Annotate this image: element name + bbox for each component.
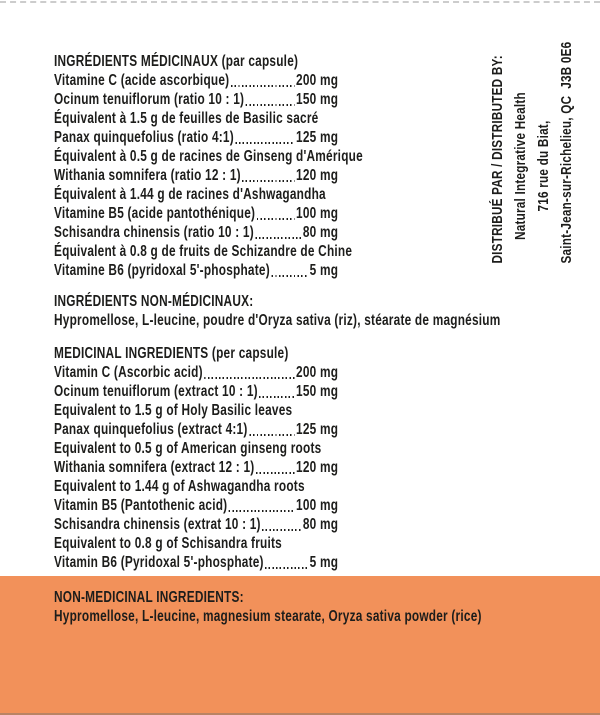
ingredient-name: Vitamine B5 (acide pantothénique) xyxy=(54,205,256,222)
dotted-leader xyxy=(255,237,301,239)
ingredients-panel xyxy=(54,52,542,572)
ingredient-row xyxy=(54,515,338,534)
ingredient-amount: 120 mg xyxy=(296,167,339,184)
ingredient-row xyxy=(54,496,338,515)
ingredient-amount: 80 mg xyxy=(302,224,339,241)
ingredient-name: Vitamine B6 (pyridoxal 5'-phosphate) xyxy=(54,262,270,279)
en-non-medicinal-text: Hypromellose, L-leucine, magnesium stearate, Oryza sativa powder (rice) xyxy=(54,608,482,625)
ingredient-row xyxy=(54,204,338,223)
ingredient-row xyxy=(54,223,338,242)
dotted-leader xyxy=(231,85,295,87)
distributor-line-2: Natural Integrative Health xyxy=(512,92,529,240)
equivalence-line: Equivalent to 1.44 g of Ashwagandha roots xyxy=(54,478,305,495)
ingredient-name: Withania somnifera (extract 12 : 1) xyxy=(54,459,255,476)
ingredient-amount: 150 mg xyxy=(296,383,339,400)
ingredient-row xyxy=(54,90,338,109)
equivalence-line: Équivalent à 0.8 g de fruits de Schizandre de Chine xyxy=(54,243,353,260)
fr-non-medicinal-section xyxy=(54,292,542,330)
ingredient-name: Schisandra chinensis (extrat 10 : 1) xyxy=(54,516,261,533)
ingredient-row xyxy=(54,128,338,147)
ingredient-name: Panax quinquefolius (ratio 4:1) xyxy=(54,129,234,146)
dotted-leader xyxy=(229,510,295,512)
ingredient-row xyxy=(54,71,338,90)
ingredient-amount: 120 mg xyxy=(296,459,339,476)
fr-medicinal-section xyxy=(54,52,542,280)
dotted-leader xyxy=(242,180,294,182)
ingredient-amount: 5 mg xyxy=(309,554,339,571)
dotted-leader xyxy=(257,218,295,220)
ingredient-name: Panax quinquefolius (extract 4:1) xyxy=(54,421,248,438)
ingredient-row xyxy=(54,166,338,185)
distributor-line-3: 716 rue du Biat, xyxy=(535,120,552,212)
dotted-leader xyxy=(235,142,294,144)
ingredient-amount: 5 mg xyxy=(309,262,339,279)
equivalence-line: Equivalent to 0.5 g of American ginseng roots xyxy=(54,440,322,457)
ingredient-amount: 125 mg xyxy=(296,129,339,146)
die-cut-line-top xyxy=(0,1,600,3)
ingredient-row xyxy=(54,458,338,477)
dotted-leader xyxy=(262,529,301,531)
ingredient-amount: 200 mg xyxy=(296,72,339,89)
dotted-leader xyxy=(265,567,308,569)
distributor-block xyxy=(486,41,578,291)
ingredient-name: Vitamin C (Ascorbic acid) xyxy=(54,364,203,381)
non-medicinal-band xyxy=(0,576,600,715)
ingredient-name: Ocinum tenuiflorum (ratio 10 : 1) xyxy=(54,91,245,108)
equivalence-line: Equivalent to 0.8 g of Schisandra fruits xyxy=(54,535,282,552)
equivalence-line: Equivalent to 1.5 g of Holy Basilic leaves xyxy=(54,402,293,419)
ingredient-name: Ocinum tenuiflorum (extract 10 : 1) xyxy=(54,383,258,400)
dotted-leader xyxy=(246,104,295,106)
distributor-line-4: Saint-Jean-sur-Richelieu, QC J3B 0E6 xyxy=(558,41,575,264)
fr-non-medicinal-text: Hypromellose, L-leucine, poudre d'Oryza sativa (riz), stéarate de magnésium xyxy=(54,312,501,329)
ingredient-amount: 125 mg xyxy=(296,421,339,438)
ingredient-amount: 80 mg xyxy=(302,516,339,533)
ingredient-amount: 150 mg xyxy=(296,91,339,108)
ingredient-row xyxy=(54,363,338,382)
ingredient-row xyxy=(54,553,338,572)
dotted-leader xyxy=(256,472,295,474)
distributor-text xyxy=(486,41,578,264)
ingredient-row xyxy=(54,382,338,401)
ingredient-amount: 100 mg xyxy=(296,205,339,222)
dotted-leader xyxy=(271,275,308,277)
ingredient-name: Vitamin B6 (Pyridoxal 5'-phosphate) xyxy=(54,554,264,571)
ingredient-name: Schisandra chinensis (ratio 10 : 1) xyxy=(54,224,254,241)
ingredient-amount: 100 mg xyxy=(296,497,339,514)
en-medicinal-header: MEDICINAL INGREDIENTS (per capsule) xyxy=(54,345,289,362)
dotted-leader xyxy=(249,434,295,436)
fr-medicinal-header: INGRÉDIENTS MÉDICINAUX (par capsule) xyxy=(54,53,299,70)
dotted-leader xyxy=(204,377,294,379)
dotted-leader xyxy=(259,396,294,398)
en-non-medicinal-header: NON-MEDICINAL INGREDIENTS: xyxy=(54,589,244,606)
ingredient-name: Vitamine C (acide ascorbique) xyxy=(54,72,230,89)
ingredient-row xyxy=(54,420,338,439)
ingredient-name: Withania somnifera (ratio 12 : 1) xyxy=(54,167,241,184)
ingredient-amount: 200 mg xyxy=(296,364,339,381)
en-medicinal-rows xyxy=(54,363,542,572)
distributor-line-1: DISTRIBUÉ PAR / DISTRIBUTED BY: xyxy=(489,55,506,264)
en-medicinal-section xyxy=(54,344,542,572)
en-non-medicinal-section xyxy=(54,588,572,626)
equivalence-line: Équivalent à 0.5 g de racines de Ginseng d'Amérique xyxy=(54,148,363,165)
equivalence-line: Équivalent à 1.44 g de racines d'Ashwagandha xyxy=(54,186,326,203)
equivalence-line: Équivalent à 1.5 g de feuilles de Basilic sacré xyxy=(54,110,319,127)
fr-non-medicinal-header: INGRÉDIENTS NON-MÉDICINAUX: xyxy=(54,293,254,310)
ingredient-name: Vitamin B5 (Pantothenic acid) xyxy=(54,497,228,514)
ingredient-row xyxy=(54,261,338,280)
